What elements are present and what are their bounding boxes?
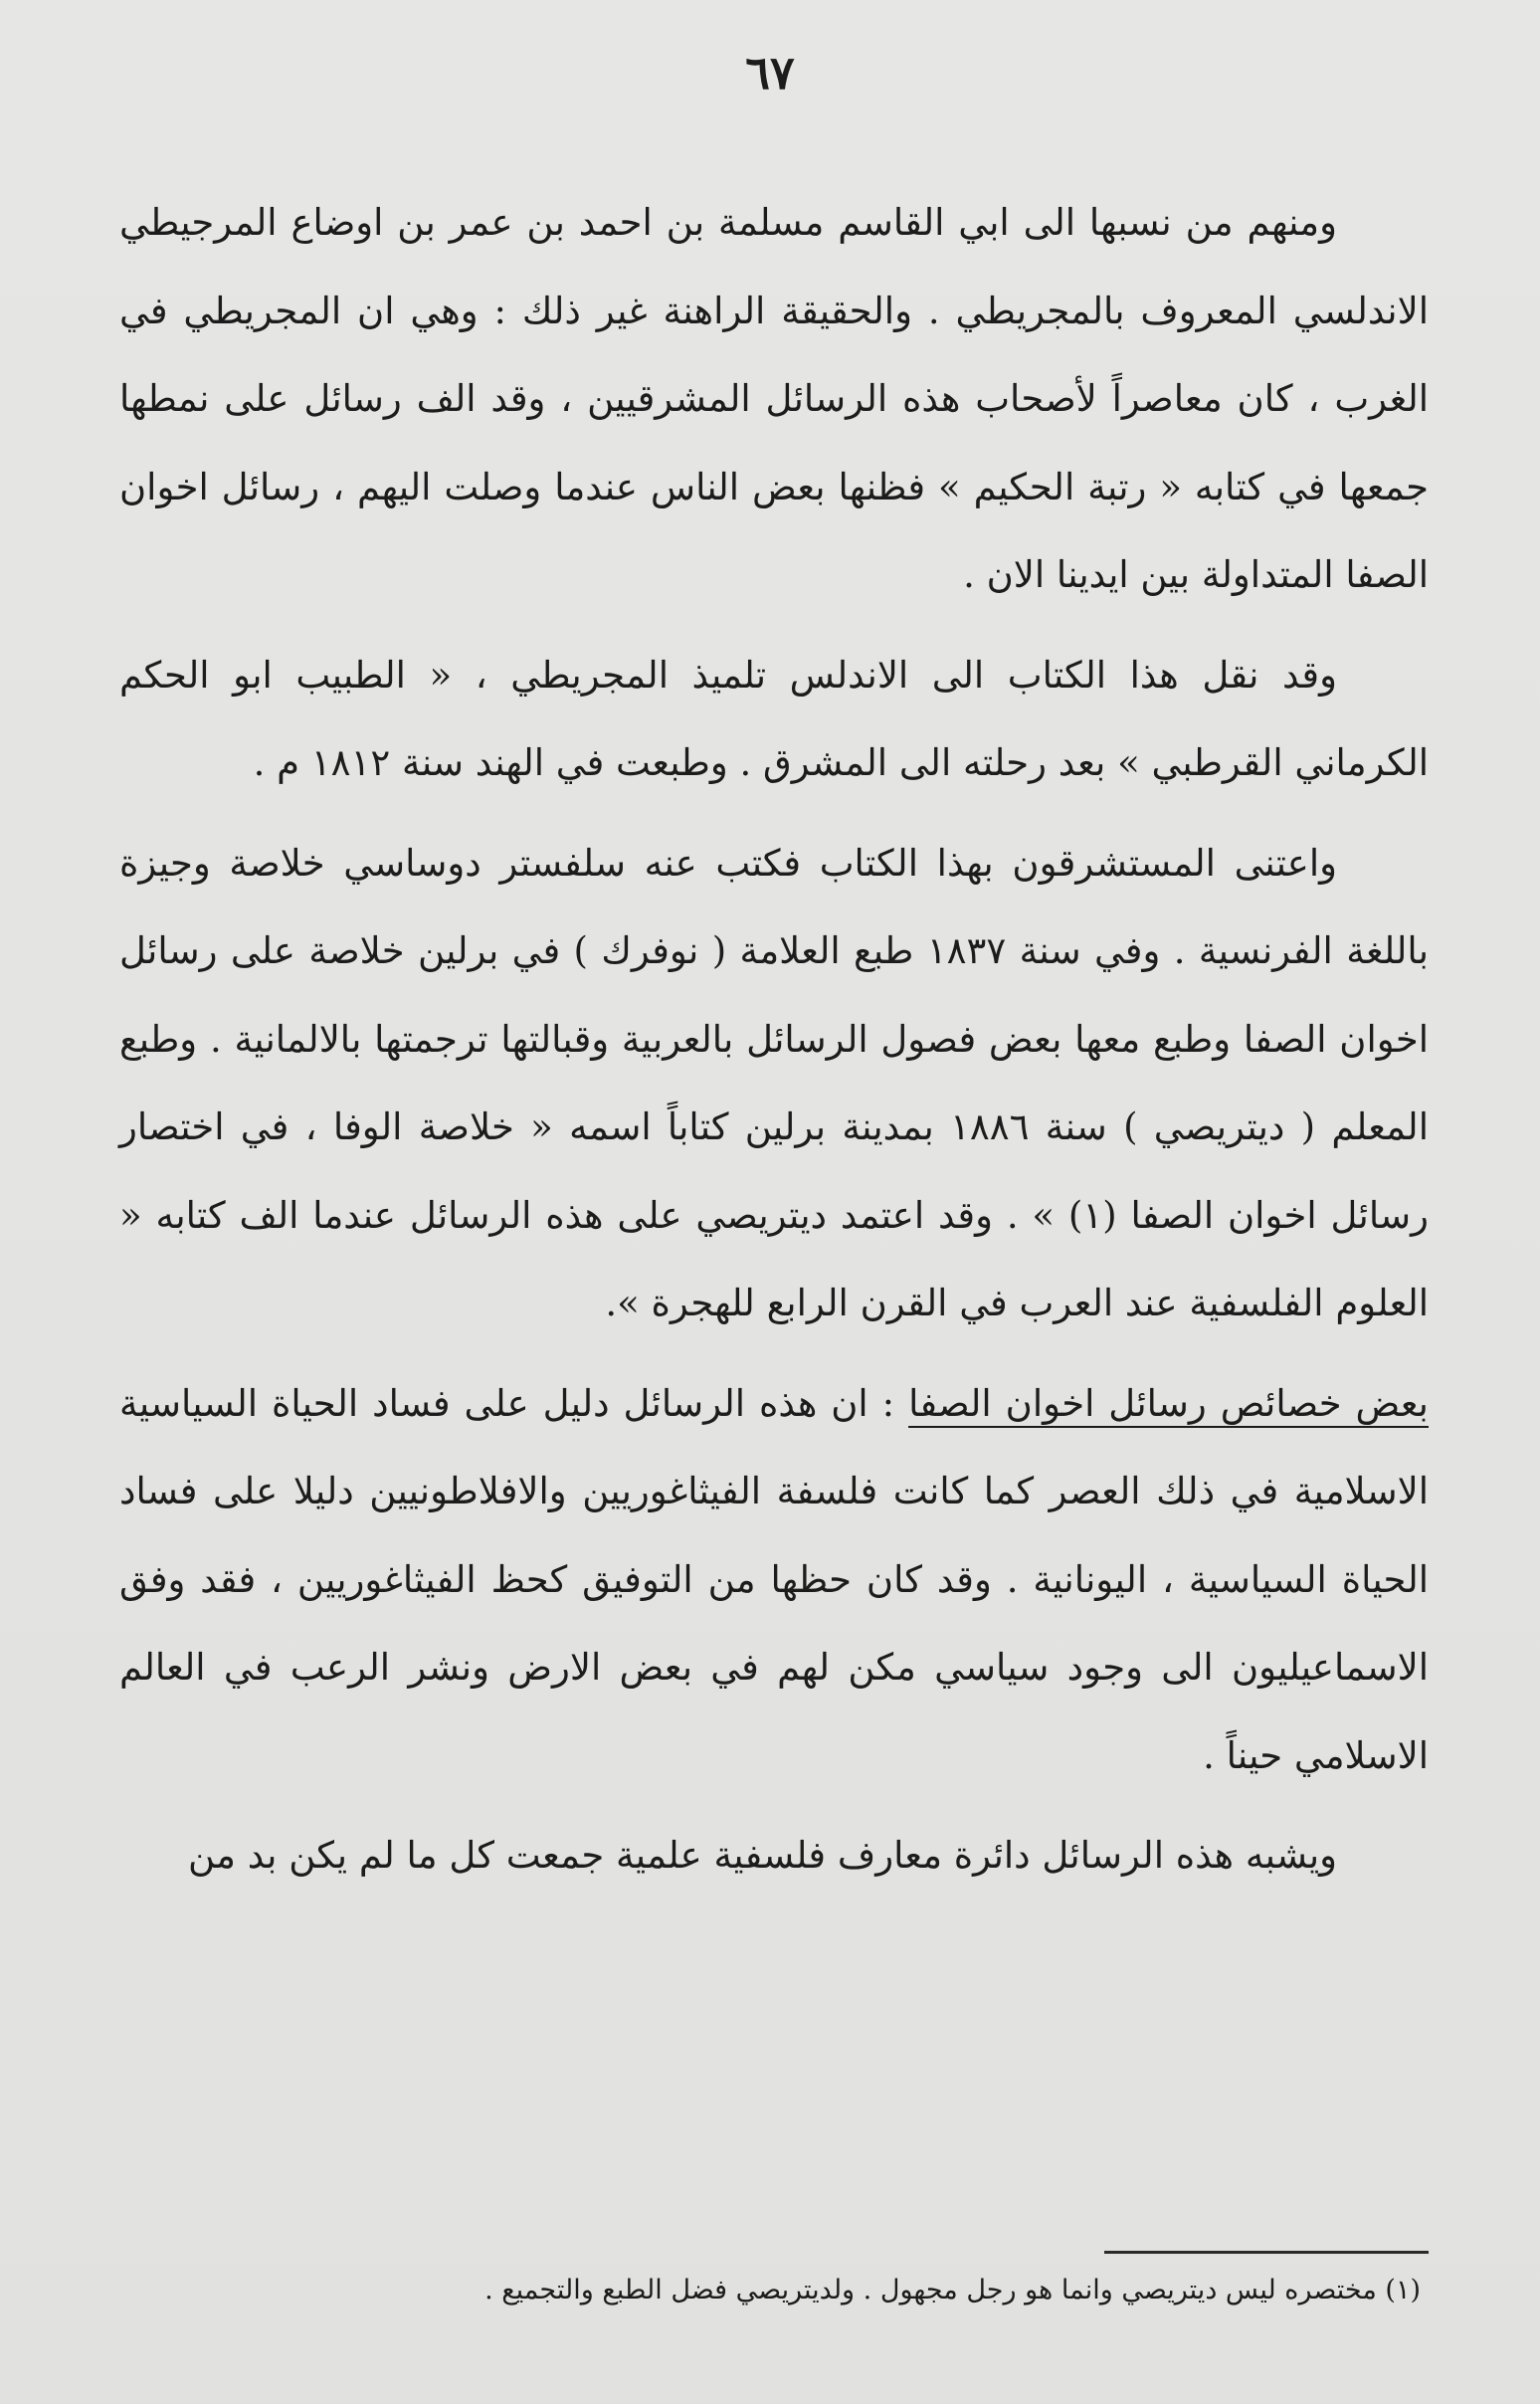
paragraph-2: وقد نقل هذا الكتاب الى الاندلس تلميذ المجريطي ، « الطبيب ابو الحكم الكرماني القرطبي » بعد رحلته الى المشرق . وطبعت في الهند سنة ١٨١٢ م .	[119, 653, 1429, 784]
paragraph-1: ومنهم من نسبها الى ابي القاسم مسلمة بن احمد بن عمر بن اوضاع المرجيطي الاندلسي المعروف بالمجريطي . والحقيقة الراهنة غير ذلك : وهي ان المجريطي في الغرب ، كان معاصراً لأصحاب هذه الرسائل المشرقيين ، وقد الف رسائل على نمطها جمعها في كتابه « رتبة الحكيم » فظنها بعض الناس عندما وصلت اليهم ، رسائل اخوان الصفا المتداولة بين ايدينا الان .	[119, 201, 1429, 596]
paragraph-last: ويشبه هذه الرسائل دائرة معارف فلسفية علمية جمعت كل ما لم يكن بد من	[187, 1834, 1337, 1877]
paragraph-section	[119, 1360, 1429, 1801]
footnote-rule	[1104, 2251, 1429, 2254]
section-text: ان هذه الرسائل دليل على فساد الحياة السياسية الاسلامية في ذلك العصر كما كانت فلسفة الفيثاغوريين والافلاطونيين دليلا على فساد الحياة السياسية ، اليونانية . وقد كان حظها من التوفيق كحظ الفيثاغوريين ، فقد وفق الاسماعيليون الى وجود سياسي مكن لهم في بعض الارض ونشر الرعب في العالم الاسلامي حيناً .	[119, 1381, 1429, 1777]
section-separator: :	[867, 1381, 909, 1425]
paragraph-3: واعتنى المستشرقون بهذا الكتاب فكتب عنه سلفستر دوساسي خلاصة وجيزة باللغة الفرنسية . وفي سنة ١٨٣٧ طبع العلامة ( نوفرك ) في برلين خلاصة على رسائل اخوان الصفا وطبع معها بعض فصول الرسائل بالعربية وقبالتها ترجمتها بالالمانية . وطبع المعلم ( ديتريصي ) سنة ١٨٨٦ بمدينة برلين كتاباً اسمه « خلاصة الوفا ، في اختصار رسائل اخوان الصفا (١) » . وقد اعتمد ديتريصي على هذه الرسائل عندما الف كتابه « العلوم الفلسفية عند العرب في القرن الرابع للهجرة ».	[119, 841, 1429, 1324]
page-number: ٦٧	[745, 46, 795, 100]
footnote: (١) مختصره ليس ديتريصي وانما هو رجل مجهول . ولديتريصي فضل الطبع والتجميع .	[484, 2275, 1421, 2305]
body-text	[119, 179, 1429, 1901]
section-heading: بعض خصائص رسائل اخوان الصفا	[908, 1381, 1429, 1425]
